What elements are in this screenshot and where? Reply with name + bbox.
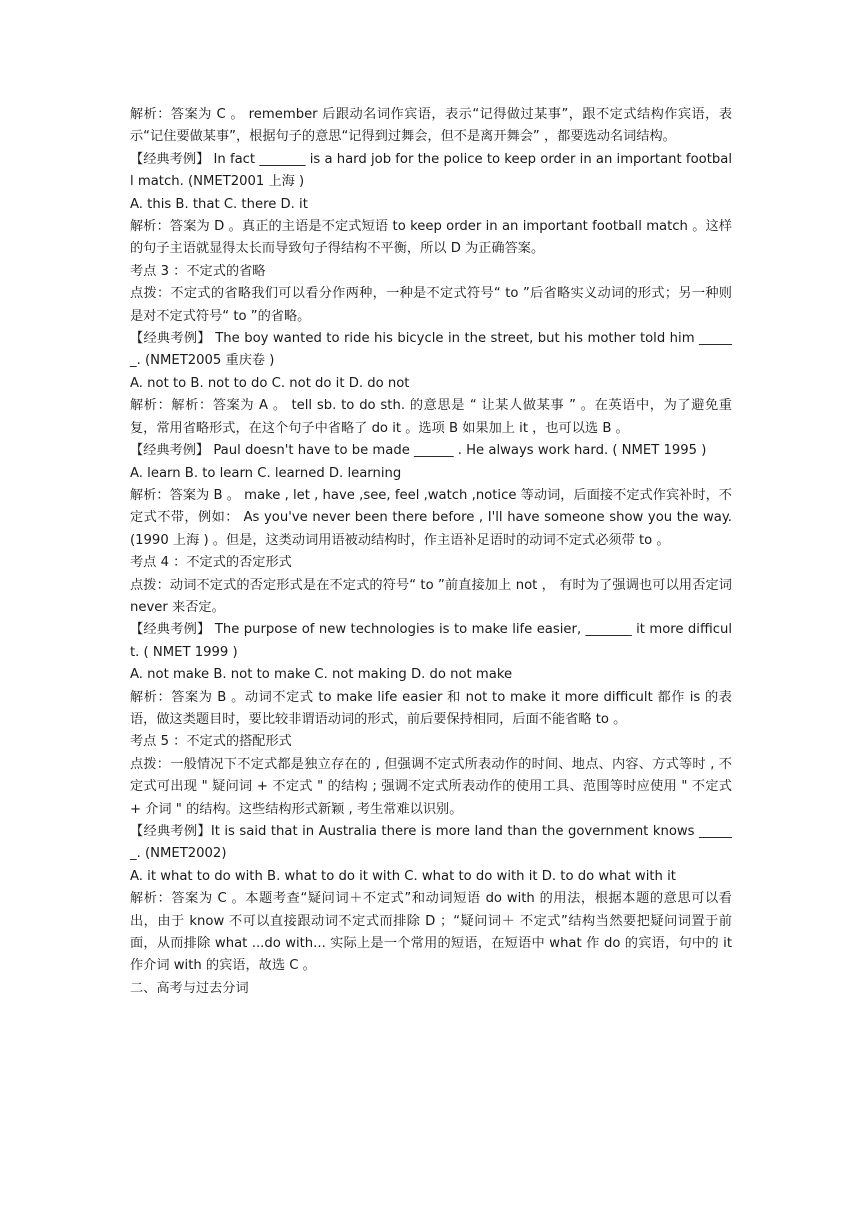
paragraph-answer-explanation: 解析：答案为 B 。 make , let , have ,see, feel ,watch ,notice 等动词，后面接不定式作宾补时，不定式不带，例如： As you've never been there before , I'll have someone show you the way. (1990 上海 ) 。但是，这类动词用语被动结构时，作主语补足语时的动词不定式必须带 to 。	[130, 487, 732, 548]
paragraph-options: A. this B. that C. there D. it	[130, 196, 308, 212]
paragraph-answer-remember: 解析：答案为 C 。 remember 后跟动名词作宾语，表示“记得做过某事”，跟不定式结构作宾语，表示“记住要做某事”，根据句子的意思“记得到过舞会，但不是离开舞会” ，都要选动名词结构。	[130, 107, 732, 145]
paragraph-answer-explanation: 解析：答案为 C 。本题考查“疑问词＋不定式”和动词短语 do with 的用法，根据本题的意思可以看出，由于 know 不可以直接跟动词不定式而排除 D ；“疑问词＋ 不定式”结构当然要把疑问词置于前面，从而排除 what ...do with... 实际上是一个常用的短语，在短语中 what 作 do 的宾语，句中的 it 作介词 with 的宾语，故选 C 。	[130, 891, 732, 974]
paragraph-tip: 点拨：一般情况下不定式都是独立存在的 , 但强调不定式所表动作的时间、地点、内容、方式等时 , 不定式可出现 " 疑问词 + 不定式 " 的结构 ; 强调不定式所表动作的使用工具、范围等时应使用 " 不定式 + 介词 " 的结构。这些结构形式新颖 , 考生常难以识别。	[130, 756, 732, 817]
paragraph-example-question: 【经典考例】 The boy wanted to ride his bicycle in the street, but his mother told him ______. (NMET2005 重庆卷 )	[130, 331, 732, 369]
paragraph-options: A. not to B. not to do C. not do it D. do not	[130, 375, 410, 391]
paragraph-topic-heading: 考点 3 ：不定式的省略	[130, 263, 266, 279]
paragraph-tip: 点拨：不定式的省略我们可以看分作两种，一种是不定式符号“ to ”后省略实义动词的形式；另一种则是对不定式符号“ to ”的省略。	[130, 286, 732, 324]
paragraph-example-question: 【经典考例】 Paul doesn't have to be made ______ . He always work hard. ( NMET 1995 )	[130, 443, 707, 459]
paragraph-topic-heading: 考点 5 ：不定式的搭配形式	[130, 734, 292, 750]
paragraph-answer-explanation: 解析：解析：答案为 A 。 tell sb. to do sth. 的意思是 “ 让某人做某事 ” 。在英语中，为了避免重复，常用省略形式，在这个句子中省略了 do it 。选项 B 如果加上 it ，也可以选 B 。	[130, 398, 732, 436]
paragraph-options: A. learn B. to learn C. learned D. learning	[130, 465, 402, 481]
paragraph-answer-explanation: 解析：答案为 B 。动词不定式 to make life easier 和 not to make it more difficult 都作 is 的表语，做这类题目时，要比较非谓语动词的形式，前后要保持相同，后面不能省略 to 。	[130, 689, 732, 727]
paragraph-topic-heading: 考点 4 ：不定式的否定形式	[130, 555, 292, 571]
paragraph-example-question: 【经典考例】 In fact _______ is a hard job for the police to keep order in an important football match. (NMET2001 上海 )	[130, 151, 732, 190]
paragraph-tip: 点拨：动词不定式的否定形式是在不定式的符号“ to ”前直接加上 not ， 有时为了强调也可以用否定词 never 来否定。	[130, 577, 732, 615]
paragraph-answer-explanation: 解析：答案为 D 。真正的主语是不定式短语 to keep order in an important football match 。这样的句子主语就显得太长而导致句子得结构不平衡，所以 D 为正确答案。	[130, 219, 732, 257]
paragraph-example-question: 【经典考例】It is said that in Australia there is more land than the government knows ______. (NMET2002)	[130, 824, 732, 862]
paragraph-options: A. it what to do with B. what to do it with C. what to do with it D. to do what with it	[130, 868, 676, 884]
paragraph-options: A. not make B. not to make C. not making D. do not make	[130, 667, 513, 683]
section-heading: 二、高考与过去分词	[130, 980, 249, 996]
paragraph-example-question: 【经典考例】 The purpose of new technologies is to make life easier, _______ it more difficult. ( NMET 1999 )	[130, 622, 732, 660]
document-page	[130, 104, 732, 1000]
